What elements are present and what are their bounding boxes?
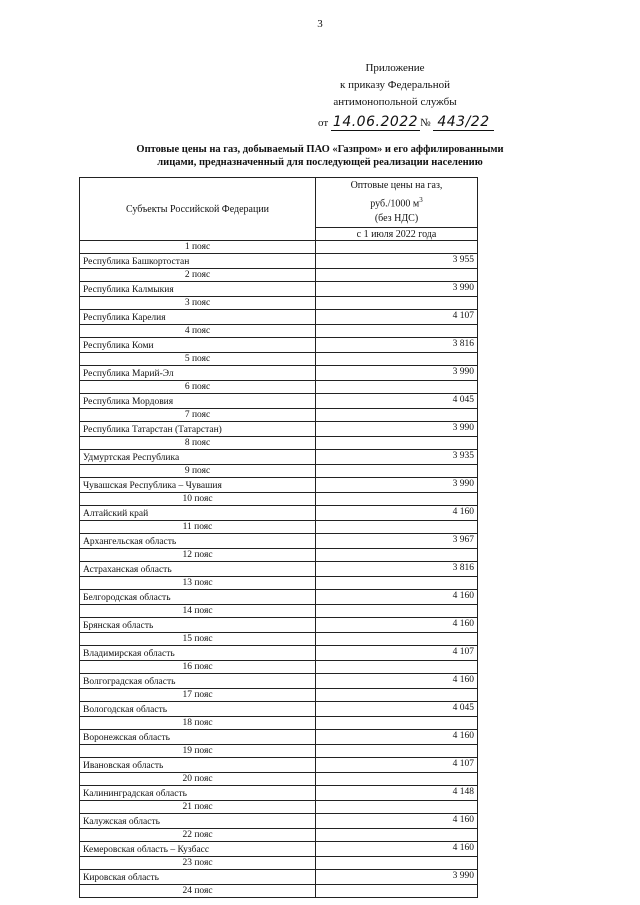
zone-label: 2 пояс [80,269,316,282]
zone-row [80,241,478,254]
header-price [316,178,478,228]
zone-row [80,689,478,702]
zone-row [80,549,478,562]
table-row [80,814,478,829]
zone-label: 23 пояс [80,857,316,870]
region-price: 4 160 [316,814,478,829]
table-row [80,394,478,409]
zone-label: 17 пояс [80,689,316,702]
zone-empty-cell [316,717,478,730]
region-name: Владимирская область [80,646,316,661]
region-price: 3 990 [316,282,478,297]
zone-empty-cell [316,633,478,646]
zone-empty-cell [316,605,478,618]
header-price-line2 [319,193,474,211]
region-price: 4 160 [316,618,478,633]
table-row [80,254,478,269]
zone-row [80,885,478,898]
appendix-heading: Приложение [365,62,425,74]
zone-row [80,773,478,786]
table-row [80,730,478,745]
region-price: 4 160 [316,730,478,745]
region-name: Ивановская область [80,758,316,773]
appendix-order-ref: к приказу Федеральной [340,79,450,91]
table-row [80,646,478,661]
table-row [80,562,478,577]
region-name: Калужская область [80,814,316,829]
zone-empty-cell [316,829,478,842]
region-price: 3 990 [316,366,478,381]
zone-row [80,269,478,282]
region-name: Брянская область [80,618,316,633]
table-row [80,786,478,801]
region-price: 3 816 [316,338,478,353]
region-price: 4 107 [316,310,478,325]
title-line-1: Оптовые цены на газ, добываемый ПАО «Газпром» и его аффилированными [136,144,504,155]
zone-row [80,381,478,394]
table-row [80,450,478,465]
header-date: с 1 июля 2022 года [316,228,478,241]
table-row [80,422,478,437]
zone-label: 12 пояс [80,549,316,562]
region-name: Архангельская область [80,534,316,549]
zone-label: 16 пояс [80,661,316,674]
table-row [80,674,478,689]
region-name: Вологодская область [80,702,316,717]
zone-empty-cell [316,381,478,394]
region-name: Удмуртская Республика [80,450,316,465]
zone-label: 7 пояс [80,409,316,422]
zone-label: 20 пояс [80,773,316,786]
zone-label: 14 пояс [80,605,316,618]
region-price: 3 955 [316,254,478,269]
zone-empty-cell [316,269,478,282]
region-price: 3 816 [316,562,478,577]
zone-row [80,521,478,534]
region-name: Астраханская область [80,562,316,577]
table-row [80,478,478,493]
region-name: Белгородская область [80,590,316,605]
zone-label: 5 пояс [80,353,316,366]
region-price: 3 935 [316,450,478,465]
zone-label: 8 пояс [80,437,316,450]
order-date-number [318,114,494,131]
zone-empty-cell [316,773,478,786]
zone-empty-cell [316,577,478,590]
table-body [80,241,478,898]
region-name: Воронежская область [80,730,316,745]
zone-label: 24 пояс [80,885,316,898]
zone-label: 3 пояс [80,297,316,310]
table-row [80,310,478,325]
region-name: Республика Коми [80,338,316,353]
region-name: Волгоградская область [80,674,316,689]
zone-empty-cell [316,549,478,562]
zone-label: 9 пояс [80,465,316,478]
zone-label: 13 пояс [80,577,316,590]
zone-empty-cell [316,885,478,898]
zone-label: 4 пояс [80,325,316,338]
zone-empty-cell [316,437,478,450]
zone-label: 6 пояс [80,381,316,394]
zone-empty-cell [316,241,478,254]
region-name: Республика Карелия [80,310,316,325]
header-price-unit: руб./1000 м [370,198,420,210]
table-row [80,758,478,773]
region-name: Кировская область [80,870,316,885]
table-row [80,618,478,633]
title-line-2: лицами, предназначенный для последующей реализации населению [157,157,483,168]
price-table [79,177,478,898]
table-row [80,702,478,717]
document-title [80,143,560,169]
zone-label: 11 пояс [80,521,316,534]
zone-row [80,717,478,730]
table-row [80,590,478,605]
region-name: Республика Мордовия [80,394,316,409]
zone-label: 22 пояс [80,829,316,842]
region-name: Кемеровская область – Кузбасс [80,842,316,857]
zone-label: 10 пояс [80,493,316,506]
zone-empty-cell [316,353,478,366]
region-price: 4 107 [316,758,478,773]
zone-label: 21 пояс [80,801,316,814]
appendix-agency: антимонопольной службы [333,96,457,108]
region-name: Республика Татарстан (Татарстан) [80,422,316,437]
zone-row [80,857,478,870]
order-date: 14.06.2022 [332,114,419,130]
zone-row [80,801,478,814]
header-region: Субъекты Российской Федерации [80,178,316,241]
zone-row [80,577,478,590]
zone-row [80,353,478,366]
region-price: 4 045 [316,702,478,717]
zone-row [80,829,478,842]
zone-empty-cell [316,745,478,758]
zone-empty-cell [316,325,478,338]
zone-empty-cell [316,661,478,674]
region-name: Чувашская Республика – Чувашия [80,478,316,493]
zone-empty-cell [316,409,478,422]
zone-empty-cell [316,801,478,814]
zone-empty-cell [316,521,478,534]
region-price: 3 990 [316,422,478,437]
region-price: 3 990 [316,478,478,493]
region-price: 3 967 [316,534,478,549]
zone-row [80,605,478,618]
region-price: 3 990 [316,870,478,885]
table-row [80,534,478,549]
order-number-label: № [420,117,431,129]
zone-empty-cell [316,465,478,478]
zone-empty-cell [316,857,478,870]
zone-row [80,661,478,674]
zone-label: 1 пояс [80,241,316,254]
region-name: Республика Калмыкия [80,282,316,297]
region-price: 4 107 [316,646,478,661]
region-price: 4 160 [316,674,478,689]
region-price: 4 045 [316,394,478,409]
order-number: 443/22 [433,114,493,131]
zone-empty-cell [316,493,478,506]
region-name: Республика Башкортостан [80,254,316,269]
region-price: 4 160 [316,842,478,857]
zone-row [80,297,478,310]
region-name: Калининградская область [80,786,316,801]
zone-row [80,465,478,478]
header-price-unit-sup: 3 [419,196,423,205]
region-price: 4 160 [316,506,478,521]
zone-row [80,745,478,758]
zone-label: 19 пояс [80,745,316,758]
zone-label: 18 пояс [80,717,316,730]
page-number: 3 [317,18,323,30]
zone-row [80,493,478,506]
zone-empty-cell [316,297,478,310]
table-row [80,282,478,297]
zone-row [80,437,478,450]
zone-empty-cell [316,689,478,702]
region-name: Алтайский край [80,506,316,521]
region-price: 4 160 [316,590,478,605]
region-name: Республика Марий-Эл [80,366,316,381]
table-row [80,870,478,885]
table-row [80,506,478,521]
zone-row [80,325,478,338]
header-price-line3: (без НДС) [374,212,419,224]
zone-label: 15 пояс [80,633,316,646]
table-row [80,366,478,381]
region-price: 4 148 [316,786,478,801]
table-row [80,338,478,353]
zone-row [80,409,478,422]
order-prefix: от [318,117,329,129]
header-price-line1: Оптовые цены на газ, [350,180,443,192]
table-row [80,842,478,857]
zone-row [80,633,478,646]
